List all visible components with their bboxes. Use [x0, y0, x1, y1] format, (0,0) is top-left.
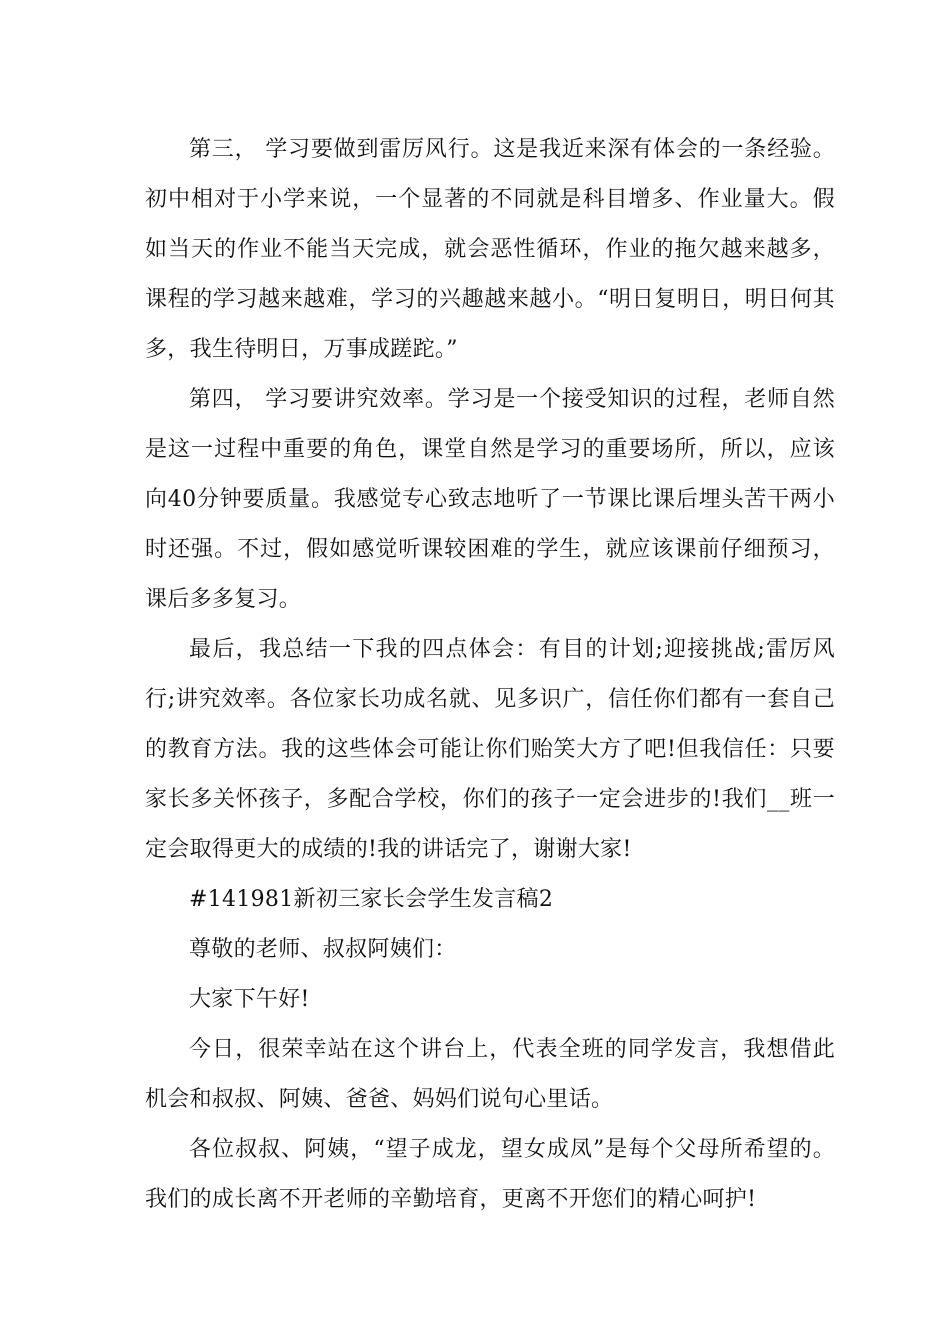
- paragraph-parents: 各位叔叔、阿姨，“望子成龙，望女成凤”是每个父母所希望的。我们的成长离不开老师的辛勤培育，更离不开您们的精心呵护!: [145, 1137, 835, 1212]
- paragraph-intro: 今日，很荣幸站在这个讲台上，代表全班的同学发言，我想借此机会和叔叔、阿姨、爸爸、妈妈们说句心里话。: [145, 1037, 835, 1112]
- salutation: 尊敬的老师、叔叔阿姨们：: [189, 937, 457, 962]
- document-body: [145, 125, 835, 1225]
- paragraph-summary: 最后，我总结一下我的四点体会：有目的计划;迎接挑战;雷厉风行;讲究效率。各位家长功成名就、见多识广，信任你们都有一套自己的教育方法。我的这些体会可能让你们贻笑大方了吧!但我信任：只要家长多关怀孩子，多配合学校，你们的孩子一定会进步的!我们__班一定会取得更大的成绩的!我的讲话完了，谢谢大家!: [145, 637, 835, 862]
- greeting: 大家下午好!: [189, 987, 310, 1012]
- section-title: #141981新初三家长会学生发言稿2: [189, 887, 554, 912]
- paragraph-third-point: 第三， 学习要做到雷厉风行。这是我近来深有体会的一条经验。初中相对于小学来说，一个显著的不同就是科目增多、作业量大。假如当天的作业不能当天完成，就会恶性循环，作业的拖欠越来越多，课程的学习越来越难，学习的兴趣越来越小。“明日复明日，明日何其多，我生待明日，万事成蹉跎。”: [145, 137, 835, 362]
- paragraph-fourth-point: 第四， 学习要讲究效率。学习是一个接受知识的过程，老师自然是这一过程中重要的角色，课堂自然是学习的重要场所，所以，应该向40分钟要质量。我感觉专心致志地听了一节课比课后埋头苦干两小时还强。不过，假如感觉听课较困难的学生，就应该课前仔细预习，课后多多复习。: [145, 387, 835, 612]
